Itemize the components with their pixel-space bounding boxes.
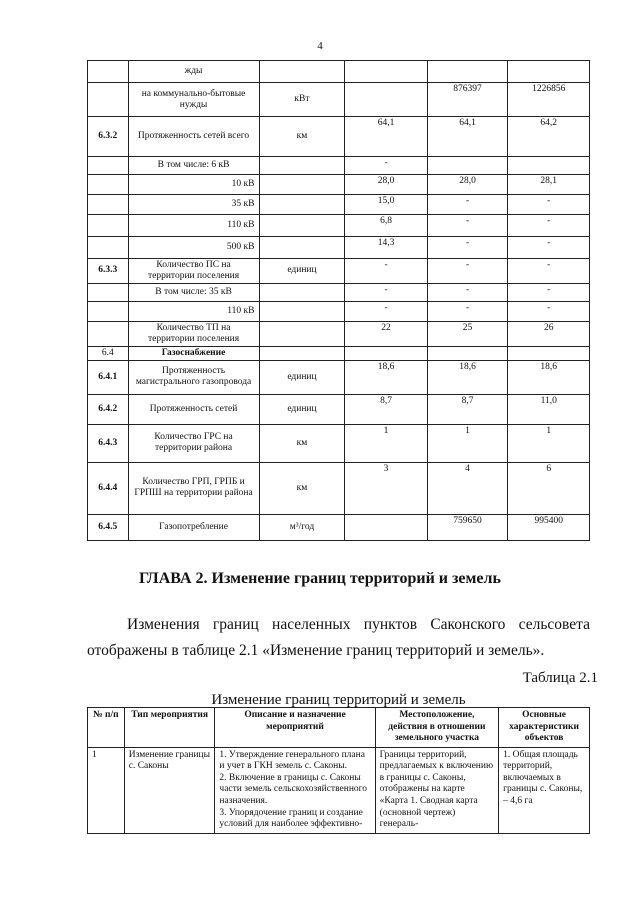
row-value-estimated: - xyxy=(508,237,590,259)
row-number xyxy=(88,215,129,237)
row-value-current xyxy=(345,514,427,540)
row-number: 6.4.3 xyxy=(88,424,129,462)
row-value-first-stage: - xyxy=(427,237,508,259)
row-unit: единиц xyxy=(259,259,345,284)
row-value-first-stage: - xyxy=(427,301,508,321)
row-indicator: Количество ТП на территории поселения xyxy=(128,321,259,346)
row-characteristics: 1. Общая площадь территорий, включаемых в границы с. Саконы, – 4,6 га xyxy=(499,747,590,833)
row-value-estimated: - xyxy=(508,301,590,321)
table-row xyxy=(88,321,590,346)
row-value-estimated: 26 xyxy=(508,321,590,346)
row-value-estimated: 28,1 xyxy=(508,175,590,195)
row-value-first-stage xyxy=(427,61,508,83)
header-description: Описание и назначение мероприятий xyxy=(215,708,375,748)
boundary-change-table xyxy=(87,707,590,834)
row-unit xyxy=(259,195,345,215)
row-unit: единиц xyxy=(259,360,345,394)
table-row xyxy=(88,360,590,394)
row-value-current: 1 xyxy=(345,424,427,462)
row-type: Изменение границы с. Саконы xyxy=(124,747,215,833)
row-value-estimated: - xyxy=(508,283,590,301)
row-value-first-stage xyxy=(427,157,508,175)
row-value-estimated: 11,0 xyxy=(508,394,590,424)
table-row xyxy=(88,462,590,514)
row-number: 6.4.2 xyxy=(88,394,129,424)
row-value-first-stage: - xyxy=(427,215,508,237)
table-row xyxy=(88,215,590,237)
table-row xyxy=(88,747,590,833)
row-value-current: 28,0 xyxy=(345,175,427,195)
row-value-current: 64,1 xyxy=(345,117,427,157)
row-value-current: - xyxy=(345,259,427,284)
row-unit: км xyxy=(259,424,345,462)
row-value-current: - xyxy=(345,157,427,175)
row-indicator: Количество ГРС на территории района xyxy=(128,424,259,462)
row-value-estimated: 995400 xyxy=(508,514,590,540)
row-number xyxy=(88,175,129,195)
row-value-first-stage: 1 xyxy=(427,424,508,462)
indicators-table xyxy=(87,60,590,541)
row-indicator: 500 кВ xyxy=(128,237,259,259)
row-value-current: 6,8 xyxy=(345,215,427,237)
row-number xyxy=(88,301,129,321)
header-location: Местоположение, действия в отношении земельного участка xyxy=(375,708,498,748)
row-indicator: В том числе: 6 кВ xyxy=(128,157,259,175)
chapter-paragraph: Изменения границ населенных пунктов Саконского сельсовета отображены в таблице 2.1 «Изменение границ территорий и земель». xyxy=(87,616,590,660)
row-number xyxy=(88,157,129,175)
row-unit xyxy=(259,61,345,83)
row-value-estimated: - xyxy=(508,195,590,215)
table-row xyxy=(88,157,590,175)
row-value-estimated: 64,2 xyxy=(508,117,590,157)
chapter-title: ГЛАВА 2. Изменение границ территорий и земель xyxy=(139,570,501,587)
row-indicator: Газопотребление xyxy=(128,514,259,540)
row-unit xyxy=(259,157,345,175)
row-value-current: 18,6 xyxy=(345,360,427,394)
row-value-estimated xyxy=(508,157,590,175)
table-row xyxy=(88,61,590,83)
row-indicator: жды xyxy=(128,61,259,83)
row-unit: единиц xyxy=(259,394,345,424)
row-number: 6.3.2 xyxy=(88,117,129,157)
row-value-current: 22 xyxy=(345,321,427,346)
row-unit: км xyxy=(259,462,345,514)
row-value-current xyxy=(345,83,427,117)
row-value-estimated: 1226856 xyxy=(508,83,590,117)
table-row xyxy=(88,117,590,157)
page-number: 4 xyxy=(317,40,323,52)
header-characteristics: Основные характеристики объектов xyxy=(499,708,590,748)
table-row xyxy=(88,301,590,321)
row-value-first-stage xyxy=(427,346,508,360)
header-type: Тип мероприятия xyxy=(124,708,215,748)
row-value-estimated: 1 xyxy=(508,424,590,462)
row-value-first-stage: - xyxy=(427,259,508,284)
row-value-estimated: 18,6 xyxy=(508,360,590,394)
row-value-current: 14,3 xyxy=(345,237,427,259)
row-description: 1. Утверждение генерального плана и учет в ГКН земель с. Саконы. 2. Включение в границы с. Саконы части земель сельскохозяйственного назначения. 3. Упорядочение границ и создание условий для наиболее эффективно- xyxy=(215,747,375,833)
row-value-first-stage: 759650 xyxy=(427,514,508,540)
table-row xyxy=(88,394,590,424)
row-value-first-stage: - xyxy=(427,195,508,215)
row-indicator: Протяженность сетей всего xyxy=(128,117,259,157)
row-indicator: 35 кВ xyxy=(128,195,259,215)
table-caption: Изменение границ территорий и земель xyxy=(211,692,466,708)
table-label: Таблица 2.1 xyxy=(522,670,598,686)
row-unit: м³/год xyxy=(259,514,345,540)
row-number: 6.3.3 xyxy=(88,259,129,284)
row-number: 6.4.1 xyxy=(88,360,129,394)
row-value-current: - xyxy=(345,283,427,301)
row-number xyxy=(88,237,129,259)
row-value-current: 15,0 xyxy=(345,195,427,215)
row-value-first-stage: 28,0 xyxy=(427,175,508,195)
row-value-first-stage: 876397 xyxy=(427,83,508,117)
row-indicator: 110 кВ xyxy=(128,215,259,237)
table-row xyxy=(88,237,590,259)
row-unit xyxy=(259,301,345,321)
row-indicator: 110 кВ xyxy=(128,301,259,321)
table-row xyxy=(88,175,590,195)
row-value-current: 8,7 xyxy=(345,394,427,424)
row-value-first-stage: 8,7 xyxy=(427,394,508,424)
row-value-first-stage: - xyxy=(427,283,508,301)
row-indicator: на коммунально-бытовые нужды xyxy=(128,83,259,117)
row-indicator: Протяженность магистрального газопровода xyxy=(128,360,259,394)
table-row xyxy=(88,83,590,117)
table-header-row xyxy=(88,708,590,748)
row-indicator: В том числе: 35 кВ xyxy=(128,283,259,301)
table-row xyxy=(88,195,590,215)
row-value-estimated: - xyxy=(508,259,590,284)
row-unit xyxy=(259,283,345,301)
row-number xyxy=(88,83,129,117)
row-value-estimated: - xyxy=(508,215,590,237)
row-unit xyxy=(259,175,345,195)
row-value-estimated xyxy=(508,61,590,83)
row-number xyxy=(88,61,129,83)
row-indicator: Протяженность сетей xyxy=(128,394,259,424)
row-number: 6.4.5 xyxy=(88,514,129,540)
row-value-estimated xyxy=(508,346,590,360)
row-value-current xyxy=(345,346,427,360)
row-value-current: 3 xyxy=(345,462,427,514)
row-indicator: 10 кВ xyxy=(128,175,259,195)
table-row xyxy=(88,283,590,301)
row-value-first-stage: 18,6 xyxy=(427,360,508,394)
row-unit xyxy=(259,237,345,259)
table-row xyxy=(88,514,590,540)
row-number: 6.4.4 xyxy=(88,462,129,514)
row-number: 6.4 xyxy=(88,346,129,360)
row-location: Границы территорий, предлагаемых к включению в границы с. Саконы, отображены на карте «Карта 1. Сводная карта (основной чертеж) генераль- xyxy=(375,747,498,833)
row-indicator: Газоснабжение xyxy=(128,346,259,360)
row-number xyxy=(88,283,129,301)
row-unit: кВт xyxy=(259,83,345,117)
row-unit xyxy=(259,346,345,360)
row-num: 1 xyxy=(88,747,125,833)
row-value-estimated: 6 xyxy=(508,462,590,514)
row-value-first-stage: 25 xyxy=(427,321,508,346)
row-unit: км xyxy=(259,117,345,157)
row-unit xyxy=(259,321,345,346)
row-value-first-stage: 4 xyxy=(427,462,508,514)
table-row xyxy=(88,346,590,360)
header-num: № п/п xyxy=(88,708,125,748)
row-unit xyxy=(259,215,345,237)
row-indicator: Количество ПС на территории поселения xyxy=(128,259,259,284)
row-indicator: Количество ГРП, ГРПБ и ГРПШ на территории района xyxy=(128,462,259,514)
table-row xyxy=(88,259,590,284)
table-row xyxy=(88,424,590,462)
row-number xyxy=(88,321,129,346)
row-number xyxy=(88,195,129,215)
row-value-current: - xyxy=(345,301,427,321)
row-value-first-stage: 64,1 xyxy=(427,117,508,157)
row-value-current xyxy=(345,61,427,83)
